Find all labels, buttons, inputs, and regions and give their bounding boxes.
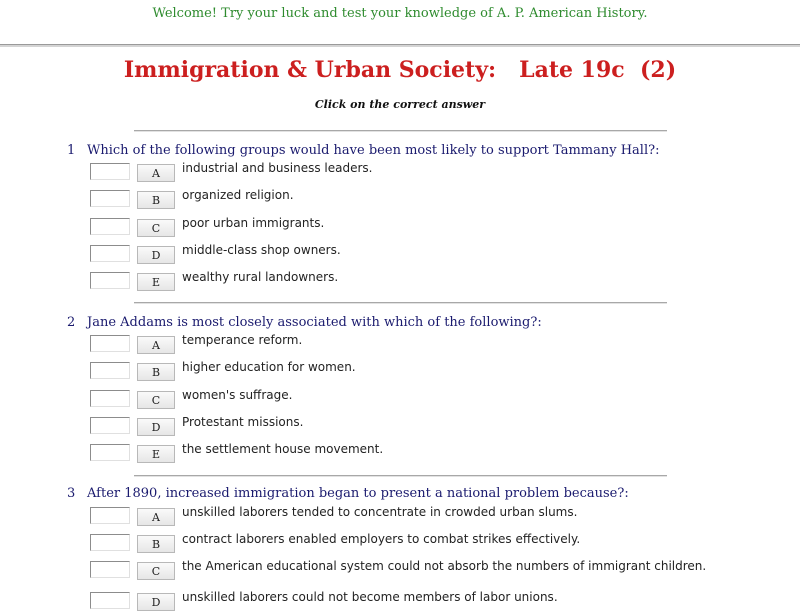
divider [134, 475, 667, 477]
option-text: wealthy rural landowners. [182, 270, 339, 284]
option-text: higher education for women. [182, 360, 356, 374]
answer-box[interactable] [90, 335, 130, 352]
answer-box[interactable] [90, 218, 130, 235]
answer-box[interactable] [90, 245, 130, 262]
answer-box[interactable] [90, 190, 130, 207]
option-c-button[interactable]: C [137, 391, 175, 409]
question-number: 3 [67, 486, 76, 501]
answer-box[interactable] [90, 272, 130, 289]
option-text: middle-class shop owners. [182, 243, 341, 257]
option-text: poor urban immigrants. [182, 216, 325, 230]
option-b-button[interactable]: B [137, 535, 175, 553]
answer-box[interactable] [90, 163, 130, 180]
top-divider [0, 44, 800, 47]
option-b-button[interactable]: B [137, 191, 175, 209]
option-e-button[interactable]: E [137, 445, 175, 463]
answer-box[interactable] [90, 390, 130, 407]
option-text: organized religion. [182, 188, 294, 202]
option-a-button[interactable]: A [137, 508, 175, 526]
option-text: unskilled laborers tended to concentrate in crowded urban slums. [182, 505, 578, 519]
instruction-text: Click on the correct answer [314, 98, 486, 111]
option-c-button[interactable]: C [137, 219, 175, 237]
answer-box[interactable] [90, 592, 130, 609]
question-3 [67, 486, 629, 501]
question-text: Which of the following groups would have been most likely to support Tammany Hall?: [87, 143, 660, 158]
question-text: Jane Addams is most closely associated with which of the following?: [87, 315, 542, 330]
answer-box[interactable] [90, 534, 130, 551]
question-number: 1 [67, 143, 76, 158]
question-text: After 1890, increased immigration began to present a national problem because?: [87, 486, 629, 501]
option-text: contract laborers enabled employers to combat strikes effectively. [182, 532, 581, 546]
answer-box[interactable] [90, 362, 130, 379]
question-number: 2 [67, 315, 76, 330]
question-1 [67, 143, 659, 158]
answer-box[interactable] [90, 444, 130, 461]
page-title: Immigration & Urban Society: Late 19c (2) [123, 57, 677, 83]
option-text: women's suffrage. [182, 388, 293, 402]
option-a-button[interactable]: A [137, 164, 175, 182]
option-text: the settlement house movement. [182, 442, 384, 456]
answer-box[interactable] [90, 417, 130, 434]
welcome-message: Welcome! Try your luck and test your knowledge of A. P. American History. [152, 6, 648, 21]
option-c-button[interactable]: C [137, 562, 175, 580]
option-text: the American educational system could not absorb the numbers of immigrant children. [182, 559, 707, 573]
option-d-button[interactable]: D [137, 593, 175, 611]
question-2 [67, 315, 542, 330]
option-b-button[interactable]: B [137, 363, 175, 381]
answer-box[interactable] [90, 507, 130, 524]
option-d-button[interactable]: D [137, 246, 175, 264]
option-e-button[interactable]: E [137, 273, 175, 291]
divider [134, 130, 667, 132]
option-text: Protestant missions. [182, 415, 304, 429]
option-d-button[interactable]: D [137, 418, 175, 436]
answer-box[interactable] [90, 561, 130, 578]
option-text: temperance reform. [182, 333, 303, 347]
divider [134, 302, 667, 304]
option-text: industrial and business leaders. [182, 161, 373, 175]
option-text: unskilled laborers could not become members of labor unions. [182, 590, 558, 604]
option-a-button[interactable]: A [137, 336, 175, 354]
